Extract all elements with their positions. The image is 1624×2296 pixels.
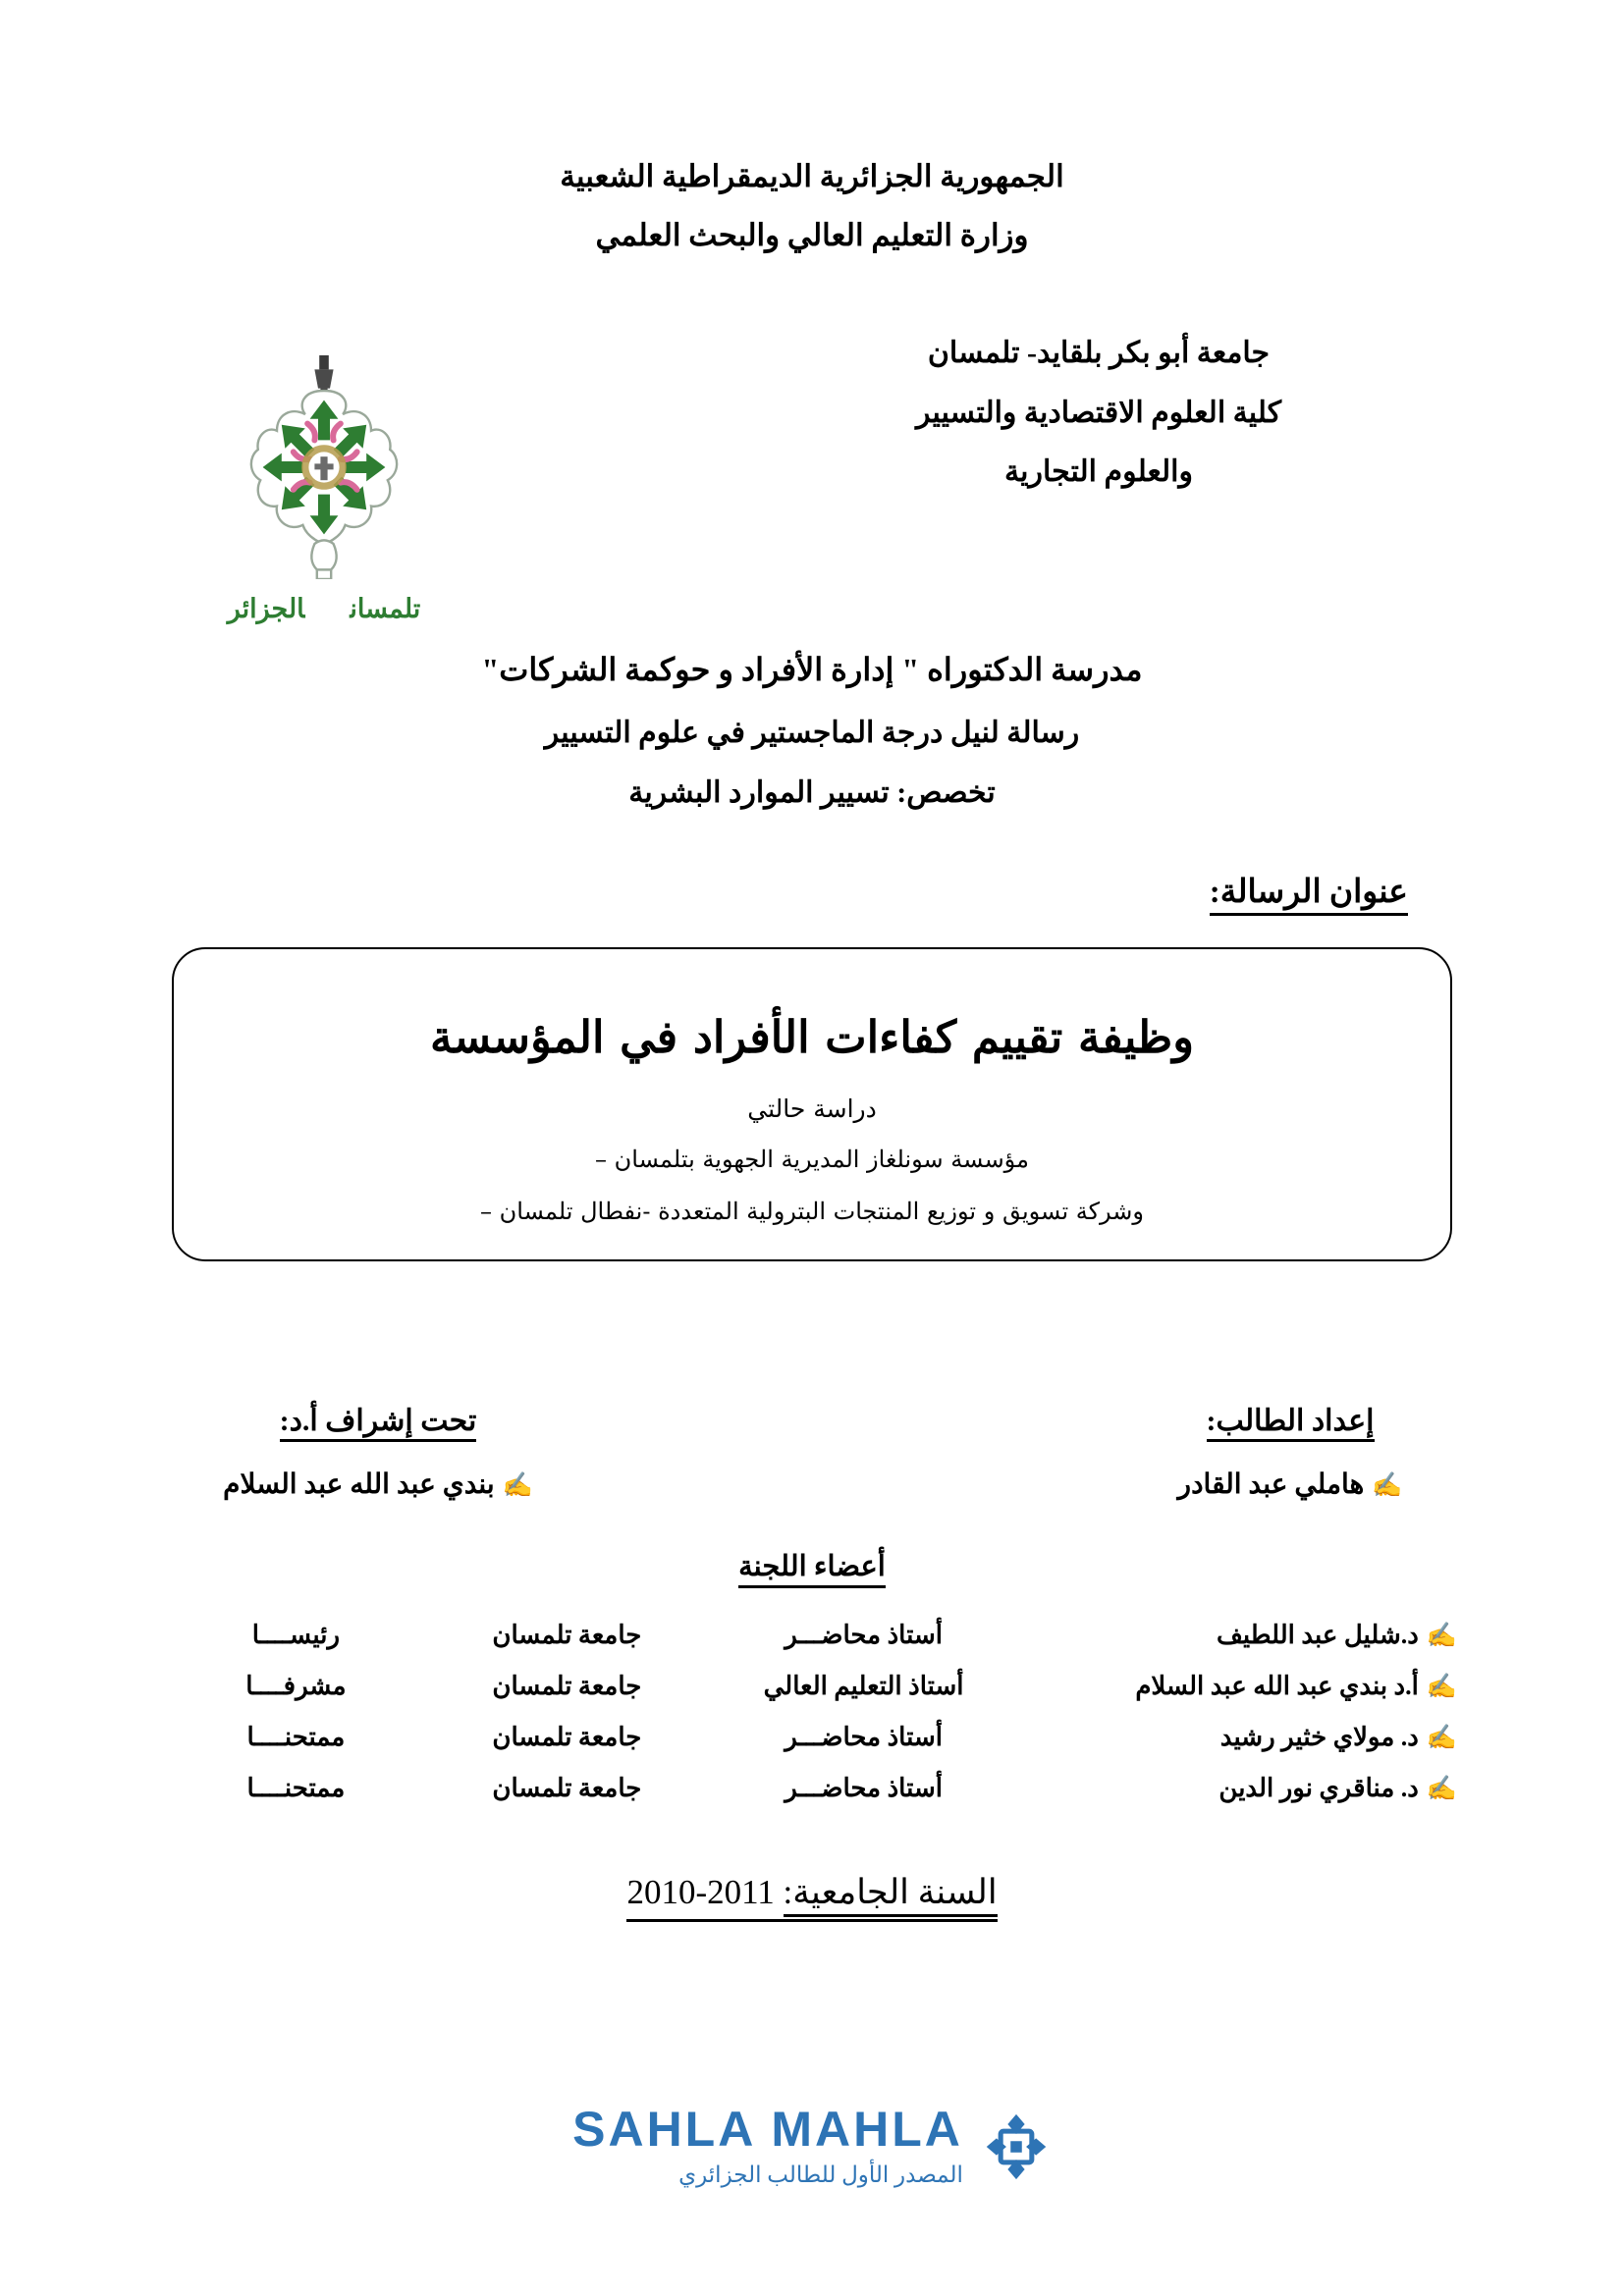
supervisor-name-row: [172, 1468, 584, 1501]
authors-section: [172, 1404, 1477, 1501]
logo-caption: [182, 594, 466, 624]
student-block: [1104, 1404, 1477, 1501]
brand-texts: [572, 2102, 963, 2188]
header-line-ministry: وزارة التعليم العالي والبحث العلمي: [595, 218, 1029, 253]
university-logo: [182, 344, 466, 628]
thesis-title-main: وظيفة تقييم كفاءات الأفراد في المؤسسة: [430, 1011, 1194, 1063]
student-name: هاملي عبد القادر: [1177, 1469, 1365, 1500]
member-rank: أستاذ محاضـــر: [785, 1621, 943, 1649]
pen-icon: ✍: [1372, 1472, 1403, 1499]
member-name: [1018, 1661, 1457, 1712]
pen-icon: ✍: [1426, 1776, 1457, 1802]
supervisor-block: [172, 1404, 584, 1501]
academic-year-label: السنة الجامعية:: [784, 1873, 998, 1917]
logo-caption-tlemcen: تلمسان: [350, 594, 421, 623]
member-university: جامعة تلمسان: [492, 1723, 642, 1751]
academic-year-value: 2010-2011: [626, 1873, 775, 1911]
thesis-title-label: عنوان الرسالة:: [1210, 872, 1408, 916]
footer-brand: [0, 2102, 1624, 2188]
table-row: [167, 1610, 1457, 1661]
pen-icon: ✍: [1426, 1725, 1457, 1751]
member-name-text: د. مولاي خثير رشيد: [1219, 1723, 1419, 1751]
brand-subtitle: المصدر الأول للطالب الجزائري: [678, 2163, 963, 2187]
member-university: جامعة تلمسان: [492, 1621, 642, 1649]
member-role: ممتحنــــا: [246, 1774, 346, 1802]
member-university: جامعة تلمسان: [492, 1672, 642, 1700]
brand-name: SAHLA MAHLA: [572, 2102, 963, 2157]
table-row: [167, 1763, 1457, 1814]
member-name-text: د.شليل عبد اللطيف: [1217, 1621, 1419, 1649]
committee-table: [167, 1610, 1457, 1814]
national-header: [0, 147, 1624, 266]
member-role: رئيســــا: [251, 1621, 341, 1649]
committee-section: [167, 1549, 1457, 1814]
doctoral-school-line: مدرسة الدكتوراه " إدارة الأفراد و حوكمة الشركات": [481, 652, 1143, 687]
pen-icon: ✍: [502, 1472, 533, 1499]
header-line-republic: الجمهورية الجزائرية الديمقراطية الشعبية: [560, 159, 1064, 193]
brand-logo-icon: [981, 2111, 1052, 2182]
member-role: ممتحنــــا: [246, 1723, 346, 1751]
member-name-text: أ.د بندي عبد الله عبد السلام: [1135, 1672, 1419, 1700]
department-name: والعلوم التجارية: [1004, 455, 1193, 489]
thesis-case-study-label: دراسة حالتي: [747, 1095, 877, 1124]
member-rank: أستاذ محاضـــر: [785, 1723, 943, 1751]
member-name: [1018, 1610, 1457, 1661]
member-university: جامعة تلمسان: [492, 1774, 642, 1802]
thesis-title-box: [172, 947, 1452, 1261]
student-label: إعداد الطالب:: [1207, 1404, 1375, 1442]
student-name-row: [1104, 1468, 1477, 1501]
pen-icon: ✍: [1426, 1623, 1457, 1649]
degree-line: رسالة لنيل درجة الماجستير في علوم التسيير: [544, 716, 1080, 749]
faculty-name: كلية العلوم الاقتصادية والتسيير: [915, 396, 1282, 429]
thesis-case-study-1: مؤسسة سونلغاز المديرية الجهوية بتلمسان –: [595, 1146, 1029, 1174]
table-row: [167, 1661, 1457, 1712]
logo-caption-algeria: الجزائر: [227, 594, 305, 623]
university-emblem-icon: [182, 344, 466, 579]
thesis-case-study-2: وشركة تسويق و توزيع المنتجات البترولية المتعددة -نفطال تلمسان –: [480, 1198, 1144, 1226]
member-rank: أستاذ محاضـــر: [785, 1774, 943, 1802]
member-role: مشرفــــا: [245, 1672, 347, 1700]
university-info: [726, 324, 1472, 503]
academic-year: [0, 1873, 1624, 1922]
supervisor-label: تحت إشراف أ.د:: [280, 1404, 477, 1442]
supervisor-name: بندي عبد الله عبد السلام: [223, 1469, 495, 1500]
degree-info: [0, 638, 1624, 824]
table-row: [167, 1712, 1457, 1763]
member-name: [1018, 1763, 1457, 1814]
academic-year-inner: [626, 1873, 997, 1922]
university-name: جامعة أبو بكر بلقايد- تلمسان: [927, 337, 1271, 369]
committee-heading-text: أعضاء اللجنة: [738, 1549, 886, 1588]
member-rank: أستاذ التعليم العالي: [763, 1672, 964, 1700]
committee-heading: [167, 1549, 1457, 1588]
member-name-text: د. مناقري نور الدين: [1218, 1774, 1419, 1802]
member-name: [1018, 1712, 1457, 1763]
pen-icon: ✍: [1426, 1674, 1457, 1700]
specialization-line: تخصص: تسيير الموارد البشرية: [628, 776, 996, 810]
